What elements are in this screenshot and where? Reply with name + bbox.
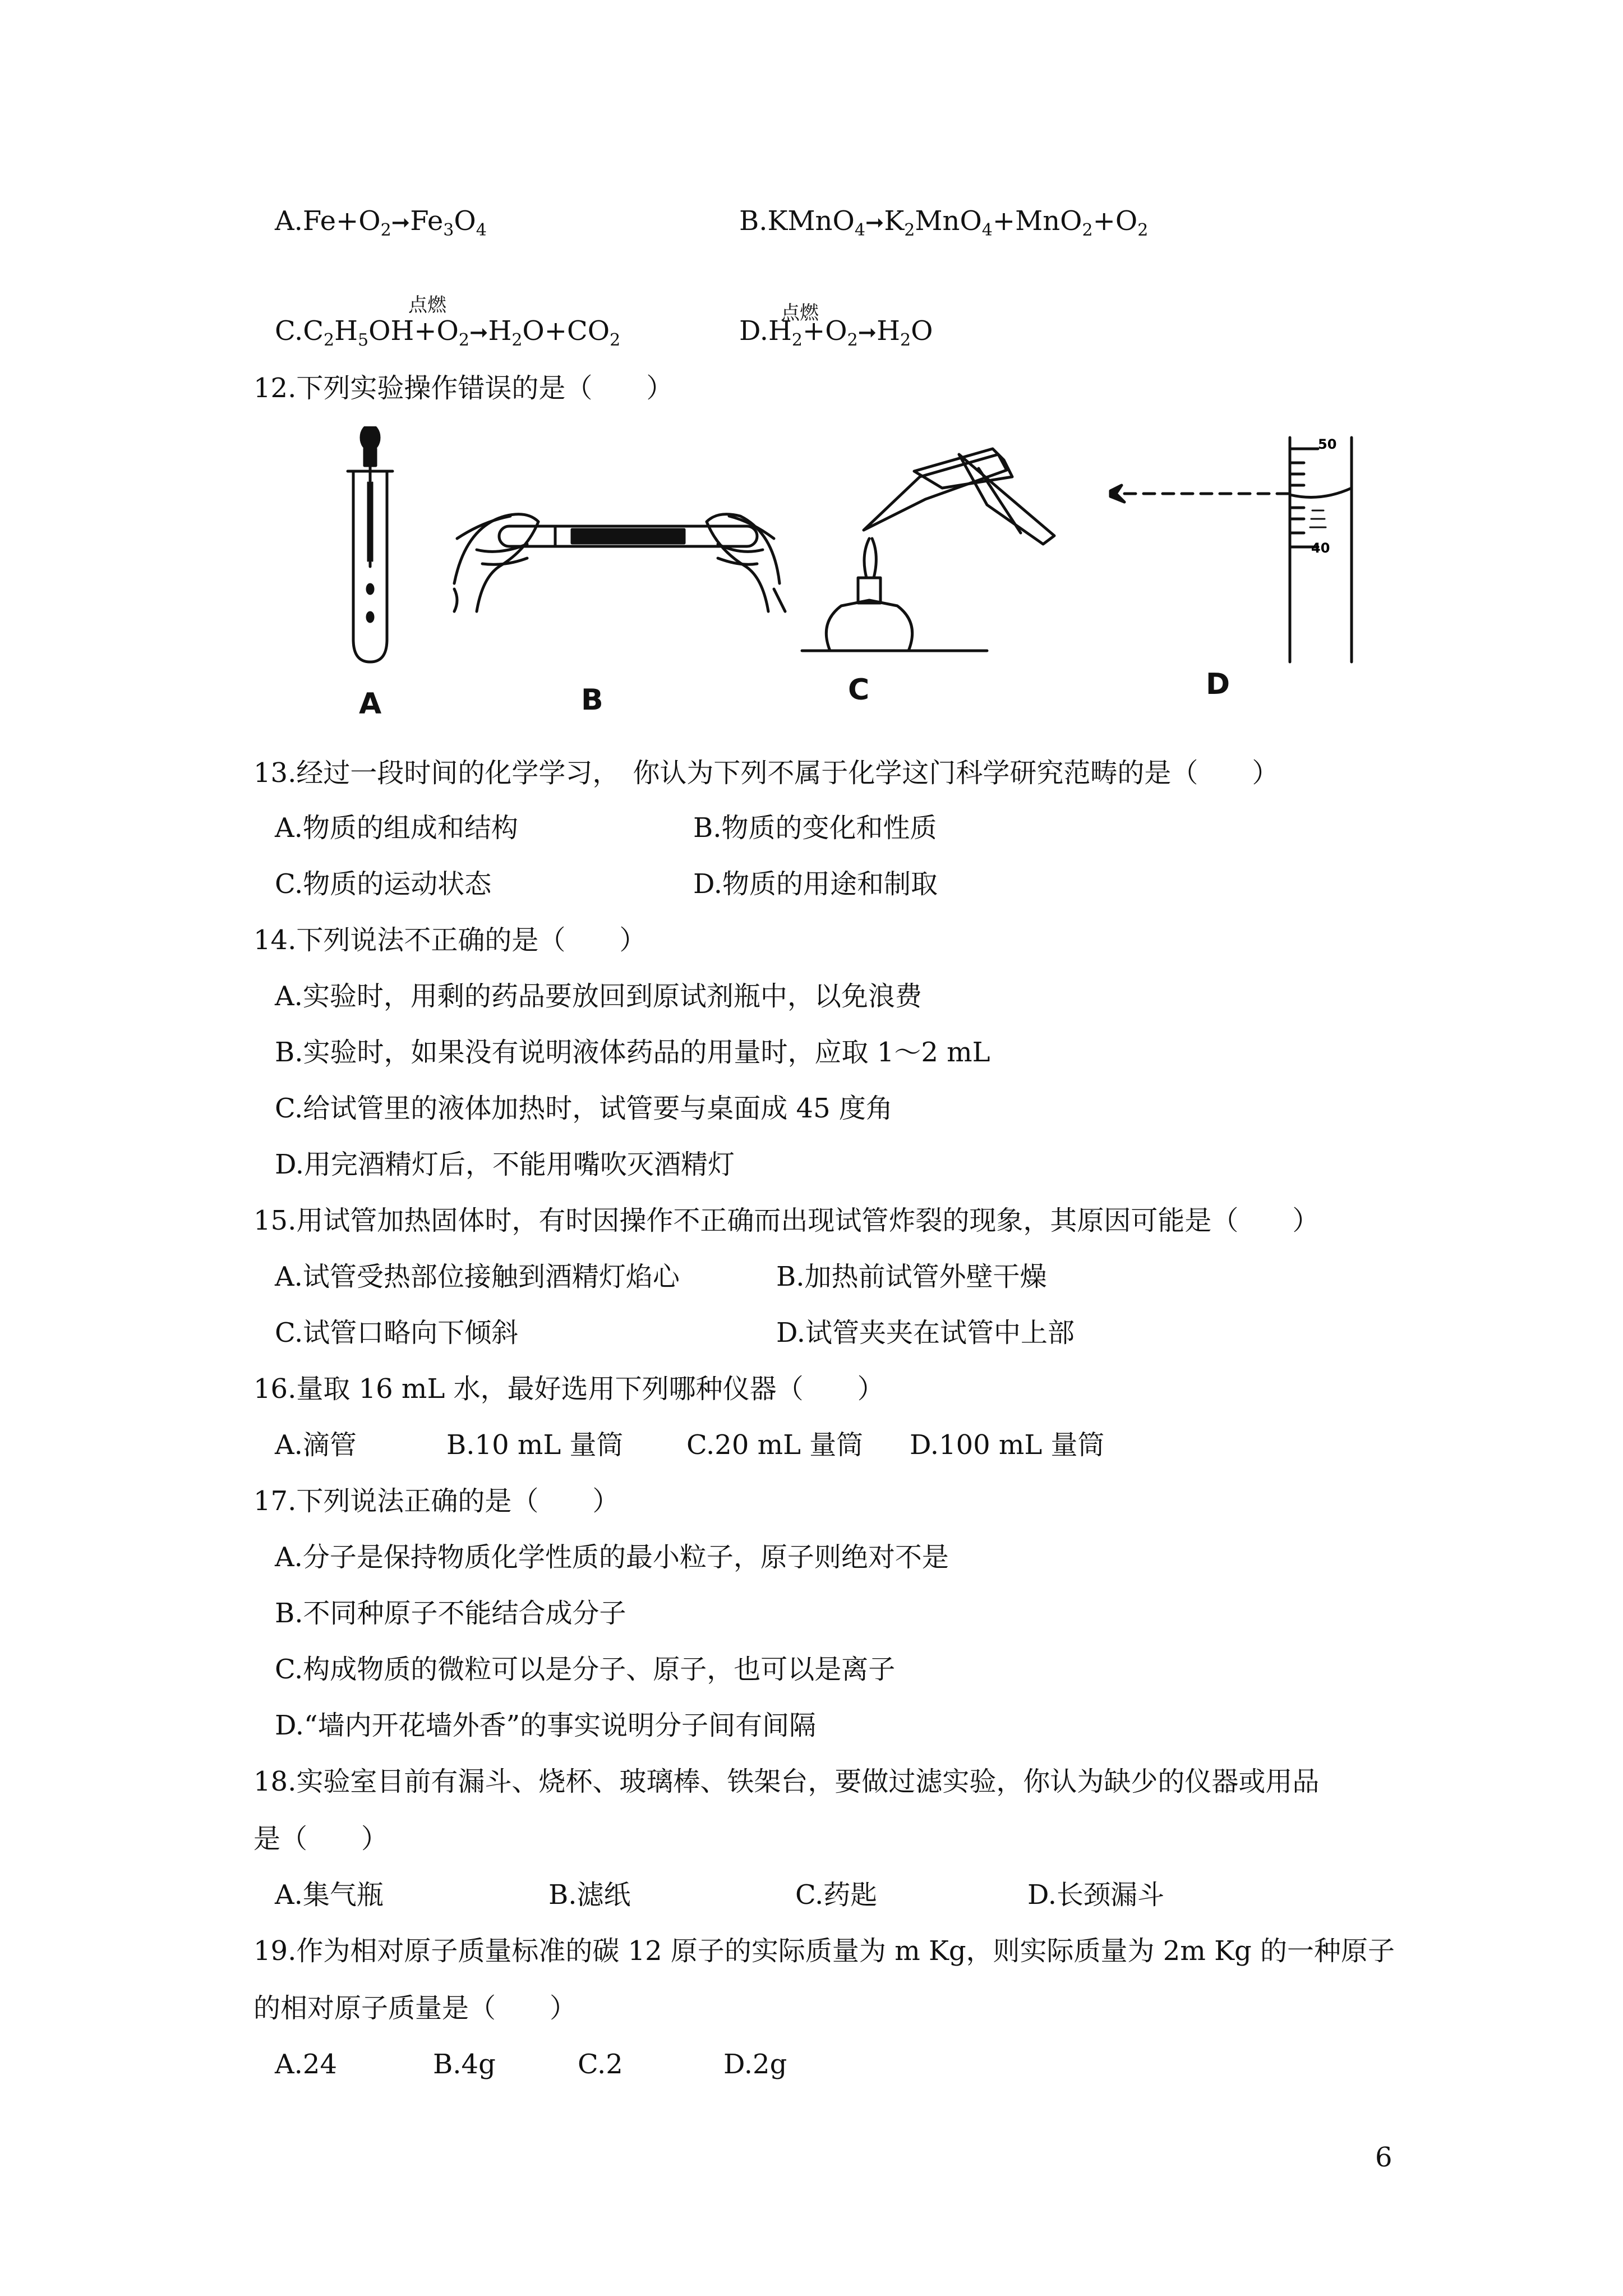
q14-option-b: B.实验时，如果没有说明液体药品的用量时，应取 1～2 mL — [275, 1037, 990, 1068]
q13-option-a: A.物质的组成和结构 — [275, 812, 518, 844]
q19-option-a: A.24 — [275, 2049, 337, 2080]
q13-option-d: D.物质的用途和制取 — [693, 868, 938, 900]
q14-option-d: D.用完酒精灯后，不能用嘴吹灭酒精灯 — [275, 1149, 735, 1180]
q11-option-c-condition: 点燃 — [408, 294, 446, 316]
q19-option-c: C.2 — [578, 2049, 623, 2080]
q14-question: 14.下列说法不正确的是（ ） — [253, 924, 647, 956]
cylinder-tick-40: 40 — [1311, 540, 1330, 556]
cylinder-tick-50: 50 — [1318, 436, 1337, 452]
q19-question-line-2: 的相对原子质量是（ ） — [253, 1993, 577, 2024]
q13-option-b: B.物质的变化和性质 — [693, 812, 937, 844]
dropper-in-tube-illustration — [348, 426, 393, 662]
q18-option-c: C.药匙 — [795, 1879, 878, 1911]
q16-option-a: A.滴管 — [275, 1429, 357, 1461]
page-number: 6 — [1375, 2142, 1393, 2173]
q16-option-b: B.10 mL 量筒 — [446, 1429, 624, 1461]
q15-question: 15.用试管加热固体时，有时因操作不正确而出现试管炸裂的现象，其原因可能是（ ） — [253, 1205, 1320, 1236]
q11-option-c: $C.C_2H_5OH+O_2➞H_2O+CO_2$ — [275, 315, 621, 350]
q17-option-a: A.分子是保持物质化学性质的最小粒子，原子则绝对不是 — [275, 1542, 949, 1573]
q18-option-a: A.集气瓶 — [275, 1879, 384, 1911]
q15-option-c: C.试管口略向下倾斜 — [275, 1317, 519, 1349]
q18-option-b: B.滤纸 — [548, 1879, 631, 1911]
q15-option-d: D.试管夹夹在试管中上部 — [776, 1317, 1075, 1349]
q12-figure-label-d: D — [1206, 668, 1230, 701]
q18-question-line-2: 是（ ） — [253, 1823, 389, 1855]
q15-option-a: A.试管受热部位接触到酒精灯焰心 — [275, 1261, 680, 1292]
horizontal-tube-hands-illustration — [454, 514, 785, 611]
q11-option-d-condition: 点燃 — [781, 302, 819, 324]
q19-option-b: B.4g — [433, 2049, 496, 2080]
q12-figure-label-c: C — [848, 673, 870, 707]
q19-question-line-1: 19.作为相对原子质量标准的碳 12 原子的实际质量为 m Kg，则实际质量为 2m Kg 的一种原子 — [253, 1935, 1395, 1967]
q16-option-d: D.100 mL 量筒 — [910, 1429, 1105, 1461]
q17-question: 17.下列说法正确的是（ ） — [253, 1485, 620, 1517]
q14-option-c: C.给试管里的液体加热时，试管要与桌面成 45 度角 — [275, 1093, 893, 1124]
q12-figure-label-b: B — [581, 683, 603, 717]
q17-option-d: D.“墙内开花墙外香”的事实说明分子间有间隔 — [275, 1710, 817, 1741]
q16-question: 16.量取 16 mL 水，最好选用下列哪种仪器（ ） — [253, 1373, 884, 1405]
q12-question: 12.下列实验操作错误的是（ ） — [253, 372, 674, 404]
q18-question-line-1: 18.实验室目前有漏斗、烧杯、玻璃棒、铁架台，要做过滤实验，你认为缺少的仪器或用品 — [253, 1766, 1320, 1797]
q18-option-d: D.长颈漏斗 — [1027, 1879, 1165, 1911]
q11-option-d: $D.H_2+O_2➞H_2O$ — [739, 315, 933, 350]
q13-option-c: C.物质的运动状态 — [275, 868, 492, 900]
q11-option-a: $A.Fe+O_2➞Fe_3O_4$ — [275, 205, 487, 240]
q16-option-c: C.20 mL 量筒 — [686, 1429, 864, 1461]
q17-option-c: C.构成物质的微粒可以是分子、原子，也可以是离子 — [275, 1654, 896, 1685]
q13-question: 13.经过一段时间的化学学习， 你认为下列不属于化学这门科学研究范畴的是（ ） — [253, 757, 1279, 789]
q17-option-b: B.不同种原子不能结合成分子 — [275, 1598, 626, 1629]
q11-option-b: $B.KMnO_4➞K_2MnO_4+MnO_2+O_2$ — [739, 205, 1149, 240]
q15-option-b: B.加热前试管外壁干燥 — [776, 1261, 1047, 1292]
alcohol-lamp-lighting-illustration — [802, 449, 1054, 651]
q19-option-d: D.2g — [723, 2049, 787, 2080]
q14-option-a: A.实验时，用剩的药品要放回到原试剂瓶中，以免浪费 — [275, 981, 922, 1012]
q12-figure-label-a: A — [359, 687, 382, 721]
